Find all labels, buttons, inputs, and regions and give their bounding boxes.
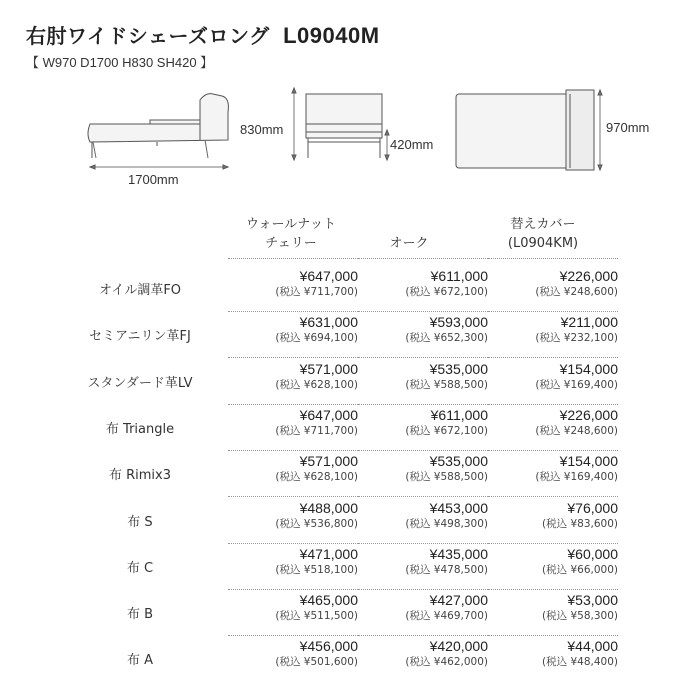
price-cell	[488, 267, 618, 299]
price-value: ¥465,000	[299, 592, 358, 609]
price-cell	[488, 313, 618, 345]
price-value: ¥611,000	[430, 268, 488, 284]
model-number: L09040M	[283, 23, 380, 48]
price-cell	[488, 360, 618, 392]
price-cell	[488, 545, 618, 577]
price-value: ¥53,000	[567, 592, 618, 609]
product-name: 右肘ワイドシェーズロング	[26, 24, 270, 48]
tax-included-price: (税込 ¥232,100)	[535, 332, 618, 345]
row-label: セミアニリン革FJ	[89, 329, 191, 345]
price-value: ¥471,000	[299, 545, 358, 562]
price-cell	[228, 360, 358, 392]
column-header-oak	[344, 215, 474, 253]
tax-included-price: (税込 ¥248,600)	[535, 424, 618, 437]
row-label: オイル調革FO	[98, 283, 182, 298]
tax-included-price: (税込 ¥711,700)	[275, 286, 358, 298]
header-divider	[488, 258, 618, 260]
tax-included-price: (税込 ¥462,000)	[405, 656, 488, 669]
price-cell	[488, 591, 618, 623]
tax-included-price: (税込 ¥518,100)	[275, 563, 358, 576]
table-row	[60, 313, 618, 359]
row-label: 布 C	[126, 560, 154, 576]
tax-included-price: (税込 ¥588,500)	[405, 471, 488, 484]
price-cell	[488, 406, 618, 438]
tax-included-price: (税込 ¥83,600)	[542, 517, 618, 530]
tax-included-price: (税込 ¥511,500)	[275, 610, 358, 623]
price-value: ¥593,000	[429, 314, 488, 331]
tax-included-price: (税込 ¥498,300)	[405, 517, 488, 530]
tax-included-price: (税込 ¥169,400)	[535, 378, 618, 391]
price-value: ¥420,000	[429, 638, 488, 655]
price-cell	[228, 267, 358, 299]
tax-included-price: (税込 ¥628,100)	[275, 471, 358, 484]
price-cell	[228, 545, 358, 577]
header-divider	[358, 258, 488, 260]
price-cell	[228, 406, 358, 438]
height-label: 830mm	[240, 122, 284, 137]
table-row	[60, 360, 618, 406]
top-view-drawing	[456, 90, 602, 170]
price-value: ¥535,000	[429, 453, 488, 470]
tax-included-price: (税込 ¥652,300)	[405, 332, 488, 345]
side-view-drawing	[88, 94, 228, 169]
tax-included-price: (税込 ¥711,700)	[275, 424, 358, 437]
price-cell	[358, 545, 488, 577]
tax-included-price: (税込 ¥588,500)	[405, 378, 488, 391]
table-row	[60, 545, 618, 591]
dimension-summary: 【 W970 D1700 H830 SH420 】	[26, 55, 214, 70]
price-value: ¥631,000	[299, 314, 358, 331]
price-cell	[358, 591, 488, 623]
price-value: ¥647,000	[299, 406, 358, 423]
price-value: ¥647,000	[299, 268, 358, 284]
price-value: ¥44,000	[567, 638, 618, 655]
tax-included-price: (税込 ¥169,400)	[535, 471, 618, 484]
tax-included-price: (税込 ¥248,600)	[535, 286, 618, 298]
product-drawings	[0, 80, 700, 190]
price-cell	[488, 452, 618, 484]
price-cell	[488, 499, 618, 531]
tax-included-price: (税込 ¥501,600)	[275, 656, 358, 669]
row-label: 布 S	[127, 514, 153, 530]
table-row	[60, 406, 618, 452]
column-header-line2: オーク	[389, 236, 429, 251]
table-row	[60, 499, 618, 545]
tax-included-price: (税込 ¥48,400)	[542, 656, 618, 669]
tax-included-price: (税込 ¥672,100)	[405, 286, 488, 298]
price-cell	[358, 452, 488, 484]
price-cell	[488, 637, 618, 669]
tax-included-price: (税込 ¥536,800)	[275, 517, 358, 530]
price-value: ¥211,000	[560, 314, 618, 331]
column-header-cover	[478, 215, 608, 253]
tax-included-price: (税込 ¥469,700)	[405, 610, 488, 623]
front-view-drawing	[292, 88, 389, 160]
price-value: ¥571,000	[299, 360, 358, 377]
price-value: ¥154,000	[559, 360, 618, 377]
table-row	[60, 637, 618, 683]
price-cell	[358, 313, 488, 345]
column-header-line2: チェリー	[265, 236, 317, 251]
width-label: 970mm	[606, 120, 650, 135]
table-row	[60, 591, 618, 637]
price-value: ¥226,000	[559, 268, 618, 284]
page-title	[26, 20, 380, 49]
row-label: 布 A	[126, 653, 154, 669]
tax-included-price: (税込 ¥628,100)	[275, 378, 358, 391]
table-row	[60, 452, 618, 498]
tax-included-price: (税込 ¥66,000)	[542, 563, 618, 576]
price-cell	[358, 406, 488, 438]
tax-included-price: (税込 ¥58,300)	[542, 610, 618, 623]
price-cell	[228, 591, 358, 623]
tax-included-price: (税込 ¥672,100)	[405, 424, 488, 437]
row-label: 布 Rimix3	[108, 468, 172, 484]
price-value: ¥456,000	[299, 638, 358, 655]
price-cell	[228, 637, 358, 669]
tax-included-price: (税込 ¥694,100)	[275, 332, 358, 345]
price-cell	[358, 499, 488, 531]
column-header-line2: (L0904KM)	[507, 236, 579, 251]
tax-included-price: (税込 ¥478,500)	[405, 563, 488, 576]
header-divider	[228, 258, 358, 260]
price-value: ¥154,000	[559, 453, 618, 470]
price-cell	[228, 452, 358, 484]
price-cell	[228, 499, 358, 531]
row-label: 布 Triangle	[105, 421, 175, 437]
price-value: ¥571,000	[299, 453, 358, 470]
seat-height-label: 420mm	[390, 137, 434, 152]
price-value: ¥427,000	[429, 592, 488, 609]
row-label: 布 B	[126, 607, 154, 623]
column-header-walnut-cherry	[226, 215, 356, 253]
price-value: ¥76,000	[567, 499, 618, 516]
column-header-line1: 替えカバー	[510, 217, 576, 232]
price-value: ¥488,000	[299, 499, 358, 516]
length-label: 1700mm	[128, 172, 179, 187]
price-value: ¥535,000	[429, 360, 488, 377]
price-value: ¥611,000	[430, 406, 488, 423]
price-cell	[228, 313, 358, 345]
price-value: ¥60,000	[567, 545, 618, 562]
price-value: ¥226,000	[559, 406, 618, 423]
price-cell	[358, 267, 488, 299]
column-header-line1: ウォールナット	[246, 217, 336, 232]
price-value: ¥435,000	[429, 545, 488, 562]
column-header-line1	[344, 215, 474, 234]
price-value: ¥453,000	[429, 499, 488, 516]
row-label: スタンダード革LV	[87, 375, 193, 391]
price-cell	[358, 360, 488, 392]
price-cell	[358, 637, 488, 669]
table-row	[60, 267, 618, 313]
